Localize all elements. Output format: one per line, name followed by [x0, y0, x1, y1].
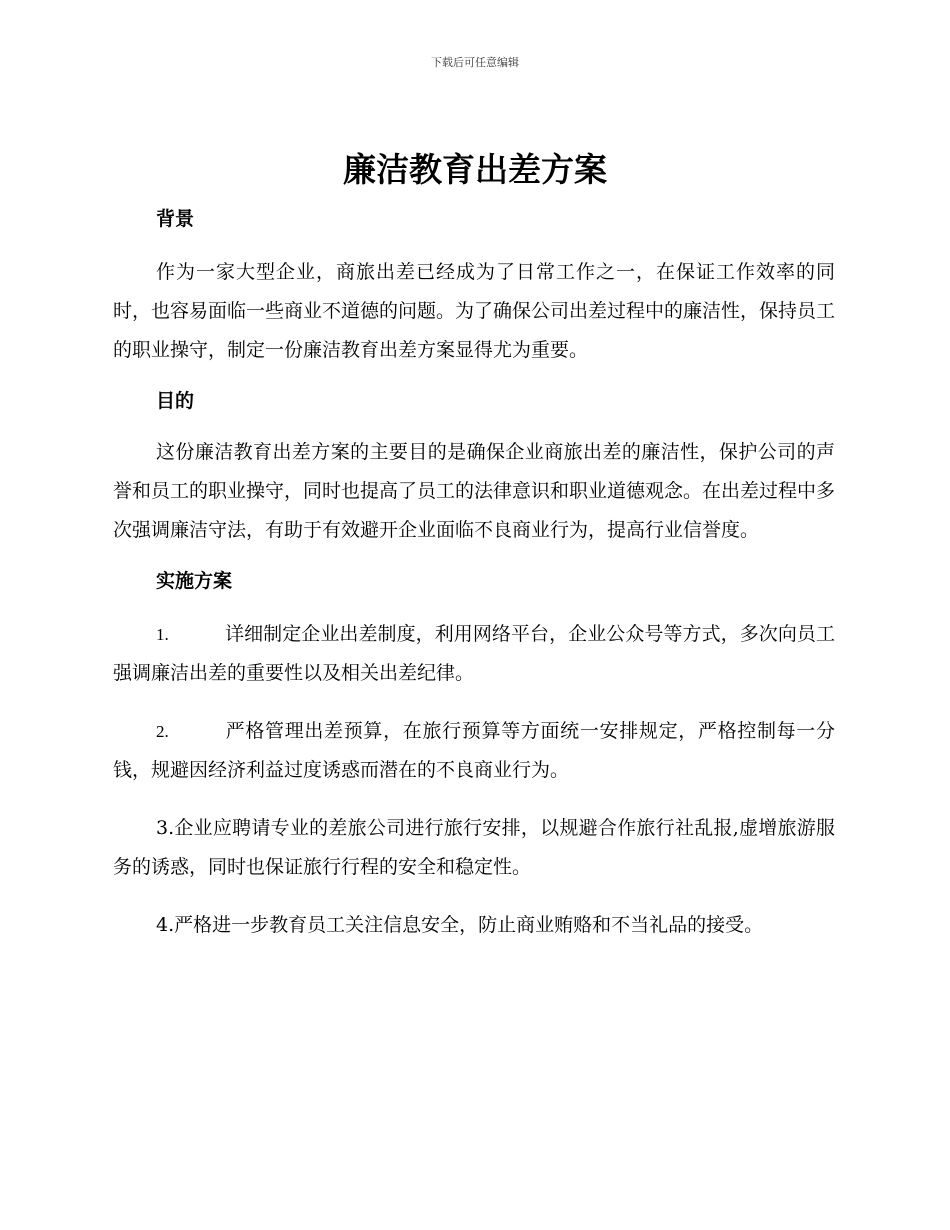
section-background [113, 200, 835, 370]
page-header-note: 下载后可任意编辑 [431, 56, 519, 69]
list-item-number: 1. [156, 625, 169, 644]
section-purpose [113, 382, 835, 550]
list-item [113, 712, 835, 790]
document-body [113, 200, 835, 945]
list-item-number: 2. [156, 722, 169, 741]
section-heading: 背景 [156, 208, 195, 230]
section-paragraph: 3.企业应聘请专业的差旅公司进行旅行安排，以规避合作旅行社乱报,虚增旅游服务的诱惑，同时也保证旅行行程的安全和稳定性。 [113, 817, 835, 878]
section-paragraph: 这份廉洁教育出差方案的主要目的是确保企业商旅出差的廉洁性，保护公司的声誉和员工的职业操守，同时也提高了员工的法律意识和职业道德观念。在出差过程中多次强调廉洁守法，有助于有效避开企业面临不良商业行为，提高行业信誉度。 [113, 441, 836, 541]
section-heading: 实施方案 [156, 570, 233, 592]
section-paragraph: 作为一家大型企业，商旅出差已经成为了日常工作之一，在保证工作效率的同时，也容易面临一些商业不道德的问题。为了确保公司出差过程中的廉洁性，保持员工的职业操守，制定一份廉洁教育出差方案显得尤为重要。 [113, 261, 836, 361]
list-item-text: 严格管理出差预算，在旅行预算等方面统一安排规定，严格控制每一分钱，规避因经济利益过度诱惑而潜在的不良商业行为。 [113, 720, 835, 781]
section-paragraph: 4.严格进一步教育员工关注信息安全，防止商业贿赂和不当礼品的接受。 [156, 914, 764, 936]
document-title: 廉洁教育出差方案 [343, 150, 607, 189]
list-item [113, 615, 835, 693]
section-heading: 目的 [156, 390, 195, 412]
list-item-text: 详细制定企业出差制度，利用网络平台，企业公众号等方式，多次向员工强调廉洁出差的重要性以及相关出差纪律。 [113, 623, 835, 684]
section-implementation [113, 562, 835, 945]
